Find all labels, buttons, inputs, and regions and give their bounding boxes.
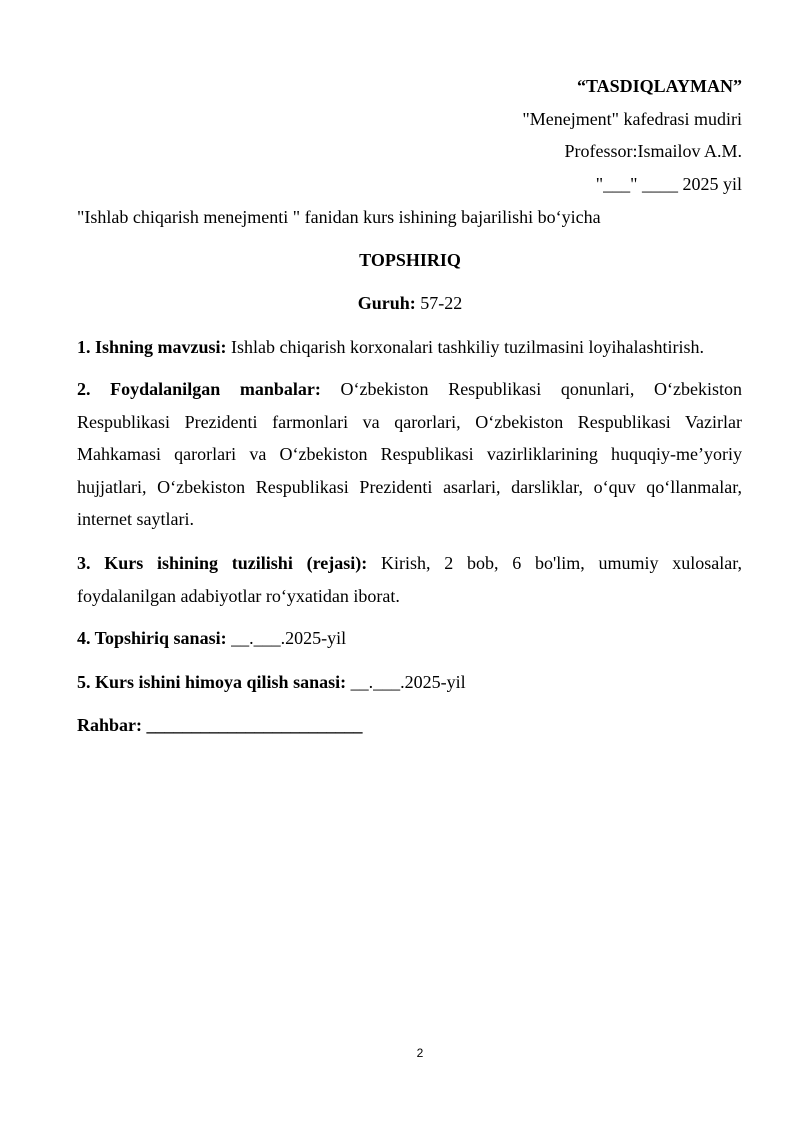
item-defense-date — [77, 666, 742, 699]
item-label: 4. Topshiriq sanasi: — [77, 628, 227, 648]
approval-department: "Menejment" kafedrasi mudiri — [522, 108, 742, 129]
intro-line: "Ishlab chiqarish menejmenti " fanidan kurs ishining bajarilishi bo‘yicha — [77, 207, 601, 227]
group-label: Guruh: — [357, 293, 416, 313]
item-text: __.___.2025-yil — [346, 672, 466, 692]
document-title: TOPSHIRIQ — [359, 250, 461, 270]
item-sources — [77, 373, 742, 536]
group-value: 57-22 — [415, 293, 463, 313]
approval-heading: “TASDIQLAYMAN” — [576, 76, 742, 96]
item-text: Ishlab chiqarish korxonalari tashkiliy tuzilmasini loyihalashtirish. — [226, 337, 704, 357]
group-line — [0, 290, 800, 316]
item-label: 3. Kurs ishining tuzilishi (rejasi): — [77, 553, 368, 573]
item-text: __.___.2025-yil — [226, 628, 347, 648]
approval-professor: Professor:Ismailov A.M. — [564, 141, 742, 161]
item-label: 5. Kurs ishini himoya qilish sanasi: — [77, 672, 347, 692]
item-structure — [77, 547, 742, 612]
item-label: 2. Foydalanilgan manbalar: — [77, 379, 321, 399]
item-topic — [77, 331, 742, 364]
approval-block — [522, 70, 742, 200]
item-assignment-date — [77, 622, 742, 655]
page-number: 2 — [416, 1046, 424, 1060]
item-supervisor — [77, 709, 742, 742]
item-label: 1. Ishning mavzusi: — [77, 337, 227, 357]
approval-date: "___" ____ 2025 yil — [595, 173, 742, 194]
supervisor-signature-line: Rahbar: ________________________ — [77, 715, 363, 735]
item-text: O‘zbekiston Respublikasi qonunlari, O‘zbekiston Respublikasi Prezidenti farmonlari va qarorlari, O‘zbekiston Respublikasi Vazirlar Mahkamasi qarorlari va O‘zbekiston Respublikasi vazirliklarining huquqiy-me’yoriy hujjatlari, O‘zbekiston Respublikasi Prezidenti asarlari, darsliklar, o‘quv qo‘llanmalar, internet saytlari. — [77, 379, 742, 529]
item-text: Kirish, 2 bob, 6 bo'lim, umumiy xulosalar, foydalanilgan adabiyotlar ro‘yxatidan iborat. — [77, 553, 742, 606]
